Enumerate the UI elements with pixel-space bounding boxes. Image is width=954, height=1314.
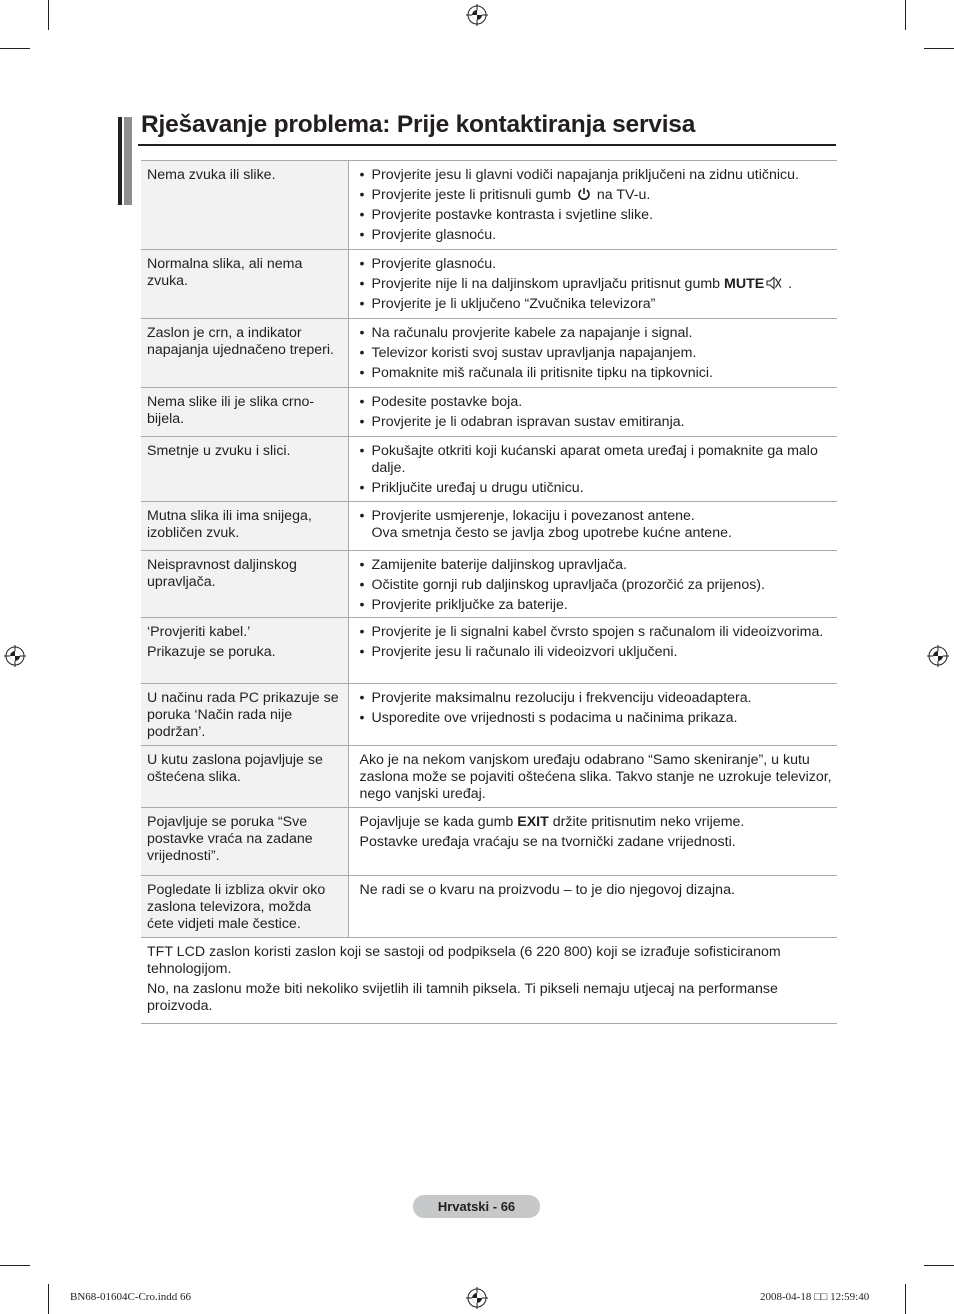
table-row (141, 161, 837, 250)
problem-text: U kutu zaslona pojavljuje se oštećena slika. (147, 752, 323, 785)
item-text: Ne radi se o kvaru na proizvodu – to je dio njegovoj dizajna. (359, 882, 735, 898)
solution-item (360, 557, 838, 574)
problem-cell (141, 808, 348, 876)
crop-mark (905, 1284, 906, 1314)
troubleshooting-table (141, 160, 837, 1024)
note-cell (141, 938, 837, 1024)
solution-list (360, 443, 838, 497)
item-text: Provjerite je li uključeno “Zvučnika televizora” (371, 296, 656, 312)
problem-text: Zaslon je crn, a indikator napajanja ujednačeno treperi. (147, 325, 334, 358)
solution-list (360, 508, 838, 542)
solution-item (360, 207, 838, 224)
problem-text: Nema zvuka ili slike. (147, 167, 276, 183)
title-accent-bars (118, 117, 134, 205)
problem-text: Pojavljuje se poruka “Sve postavke vraća na zadane vrijednosti”. (147, 814, 313, 864)
problem-text: Prikazuje se poruka. (147, 644, 276, 660)
solution-cell (348, 161, 837, 250)
solution-cell (348, 437, 837, 502)
page-title: Rješavanje problema: Prije kontaktiranja servisa (141, 111, 696, 138)
crop-mark (48, 0, 49, 30)
crop-mark (0, 48, 30, 49)
problem-cell (141, 876, 348, 938)
solution-list (360, 394, 838, 431)
item-text: Provjerite priključke za baterije. (371, 597, 568, 613)
solution-item (360, 597, 838, 614)
problem-text: Smetnje u zvuku i slici. (147, 443, 291, 459)
item-text: Provjerite postavke kontrasta i svjetline slike. (371, 207, 654, 223)
solution-cell (348, 502, 837, 551)
button-name: MUTE (724, 276, 765, 292)
solution-item (360, 443, 838, 477)
table-row (141, 808, 837, 876)
item-text: Ova smetnja često se javlja zbog upotrebe kućne antene. (371, 525, 732, 541)
item-text: Ako je na nekom vanjskom uređaju odabrano “Samo skeniranje”, u kutu zaslona može se pojaviti oštećena slika. Takvo stanje ne uzrokuje televizor, nego vanjski uređaj. (359, 752, 832, 802)
power-icon (575, 187, 593, 203)
crop-mark (48, 1284, 49, 1314)
solution-paragraph (360, 882, 838, 899)
solution-item (360, 644, 838, 661)
table-row (141, 551, 837, 618)
solution-cell (348, 876, 837, 938)
table-row (141, 250, 837, 319)
item-text: Postavke uređaja vraćaju se na tvornički zadane vrijednosti. (359, 834, 736, 850)
solution-item (360, 480, 838, 497)
solution-cell (348, 808, 837, 876)
problem-cell (141, 746, 348, 808)
table-row (141, 437, 837, 502)
item-text: Provjerite jesu li glavni vodiči napajanja priključeni na zidnu utičnicu. (371, 167, 799, 183)
problem-text: ‘Provjeriti kabel.’ (147, 624, 251, 640)
item-text: Zamijenite baterije daljinskog upravljača. (371, 557, 628, 573)
item-text: Provjerite maksimalnu rezoluciju i frekvenciju videoadaptera. (371, 690, 752, 706)
note-text: No, na zaslonu može biti nekoliko svijetlih ili tamnih piksela. Ti pikseli nemaju utjecaj na performanse proizvoda. (147, 981, 778, 1014)
problem-text: Pogledate li izbliza okvir oko zaslona televizora, možda ćete vidjeti male čestice. (147, 882, 326, 932)
button-name: EXIT (517, 814, 549, 830)
registration-mark-icon (466, 1287, 488, 1309)
problem-cell (141, 388, 348, 437)
print-slug-date: 2008-04-18 □□ 12:59:40 (760, 1291, 870, 1303)
problem-cell (141, 551, 348, 618)
solution-item (360, 296, 838, 313)
problem-cell (141, 618, 348, 684)
solution-item (360, 345, 838, 362)
solution-item (360, 276, 838, 293)
table-row (141, 319, 837, 388)
problem-text: Nema slike ili je slika crno-bijela. (147, 394, 315, 427)
solution-paragraph (360, 752, 838, 803)
table-row (141, 876, 837, 938)
print-slug-file: BN68-01604C-Cro.indd 66 (70, 1291, 191, 1303)
solution-paragraph (360, 814, 838, 831)
item-text: Provjerite jesu li računalo ili videoizvori uključeni. (371, 644, 678, 660)
solution-cell (348, 684, 837, 746)
solution-list (360, 325, 838, 382)
item-text: Priključite uređaj u drugu utičnicu. (371, 480, 584, 496)
solution-cell (348, 551, 837, 618)
item-text: Televizor koristi svoj sustav upravljanja napajanjem. (371, 345, 697, 361)
crop-mark (0, 1265, 30, 1266)
item-text: Pomaknite miš računala ili pritisnite tipku na tipkovnici. (371, 365, 713, 381)
registration-mark-icon (4, 645, 26, 667)
solution-list (360, 690, 838, 727)
solution-cell (348, 746, 837, 808)
solution-item (360, 690, 838, 707)
item-text: držite pritisnutim neko vrijeme. (552, 814, 745, 830)
table-row (141, 388, 837, 437)
table-row (141, 746, 837, 808)
problem-cell (141, 437, 348, 502)
item-text: Provjerite usmjerenje, lokaciju i povezanost antene. (371, 508, 695, 524)
solution-item (360, 227, 838, 244)
crop-mark (905, 0, 906, 30)
item-text: Provjerite je li signalni kabel čvrsto spojen s računalom ili videoizvorima. (371, 624, 824, 640)
registration-mark-icon (466, 4, 488, 26)
item-text: Pokušajte otkriti koji kućanski aparat ometa uređaj i pomaknite ga malo dalje. (371, 443, 818, 476)
solution-item (360, 167, 838, 184)
crop-mark (924, 1265, 954, 1266)
solution-item (360, 256, 838, 273)
solution-item (360, 187, 838, 204)
solution-list (360, 256, 838, 313)
problem-cell (141, 250, 348, 319)
item-text: Podesite postavke boja. (371, 394, 523, 410)
problem-text: Mutna slika ili ima snijega, izobličen zvuk. (147, 508, 312, 541)
item-text: Provjerite glasnoću. (371, 256, 497, 272)
problem-text: Neispravnost daljinskog upravljača. (147, 557, 297, 590)
item-text: na TV-u. (596, 187, 651, 203)
solution-cell (348, 618, 837, 684)
item-text: Očistite gornji rub daljinskog upravljača (prozorčić za prijenos). (371, 577, 765, 593)
note-row (141, 938, 837, 1024)
solution-cell (348, 250, 837, 319)
item-text: Provjerite jeste li pritisnuli gumb (371, 187, 571, 203)
solution-list (360, 624, 838, 661)
table-row (141, 502, 837, 551)
item-text: Na računalu provjerite kabele za napajanje i signal. (371, 325, 693, 341)
problem-text: U načinu rada PC prikazuje se poruka ‘Način rada nije podržan’. (147, 690, 339, 740)
solution-item (360, 394, 838, 411)
item-text: Provjerite glasnoću. (371, 227, 497, 243)
crop-mark (924, 48, 954, 49)
title-underline (138, 144, 836, 146)
item-text: Pojavljuje se kada gumb (359, 814, 514, 830)
item-text: Usporedite ove vrijednosti s podacima u načinima prikaza. (371, 710, 738, 726)
solution-item (360, 624, 838, 641)
solution-list (360, 167, 838, 244)
note-text: TFT LCD zaslon koristi zaslon koji se sastoji od podpiksela (6 220 800) koji se izrađuje sofisticiranom tehnologijom. (147, 944, 781, 977)
problem-text: Normalna slika, ali nema zvuka. (147, 256, 303, 289)
problem-cell (141, 161, 348, 250)
page-number-badge: Hrvatski - 66 (413, 1195, 540, 1218)
solution-cell (348, 319, 837, 388)
solution-item (360, 577, 838, 594)
item-text: Provjerite nije li na daljinskom upravljaču pritisnut gumb (371, 276, 721, 292)
solution-paragraph (360, 834, 838, 851)
solution-item (360, 710, 838, 727)
item-text: Provjerite je li odabran ispravan sustav emitiranja. (371, 414, 685, 430)
item-text: . (788, 276, 793, 292)
solution-item (360, 414, 838, 431)
solution-item (360, 508, 838, 542)
solution-list (360, 557, 838, 614)
problem-cell (141, 319, 348, 388)
table-row (141, 684, 837, 746)
problem-cell (141, 684, 348, 746)
mute-icon (764, 276, 784, 292)
problem-cell (141, 502, 348, 551)
solution-item (360, 325, 838, 342)
registration-mark-icon (927, 645, 949, 667)
solution-item (360, 365, 838, 382)
solution-cell (348, 388, 837, 437)
table-row (141, 618, 837, 684)
